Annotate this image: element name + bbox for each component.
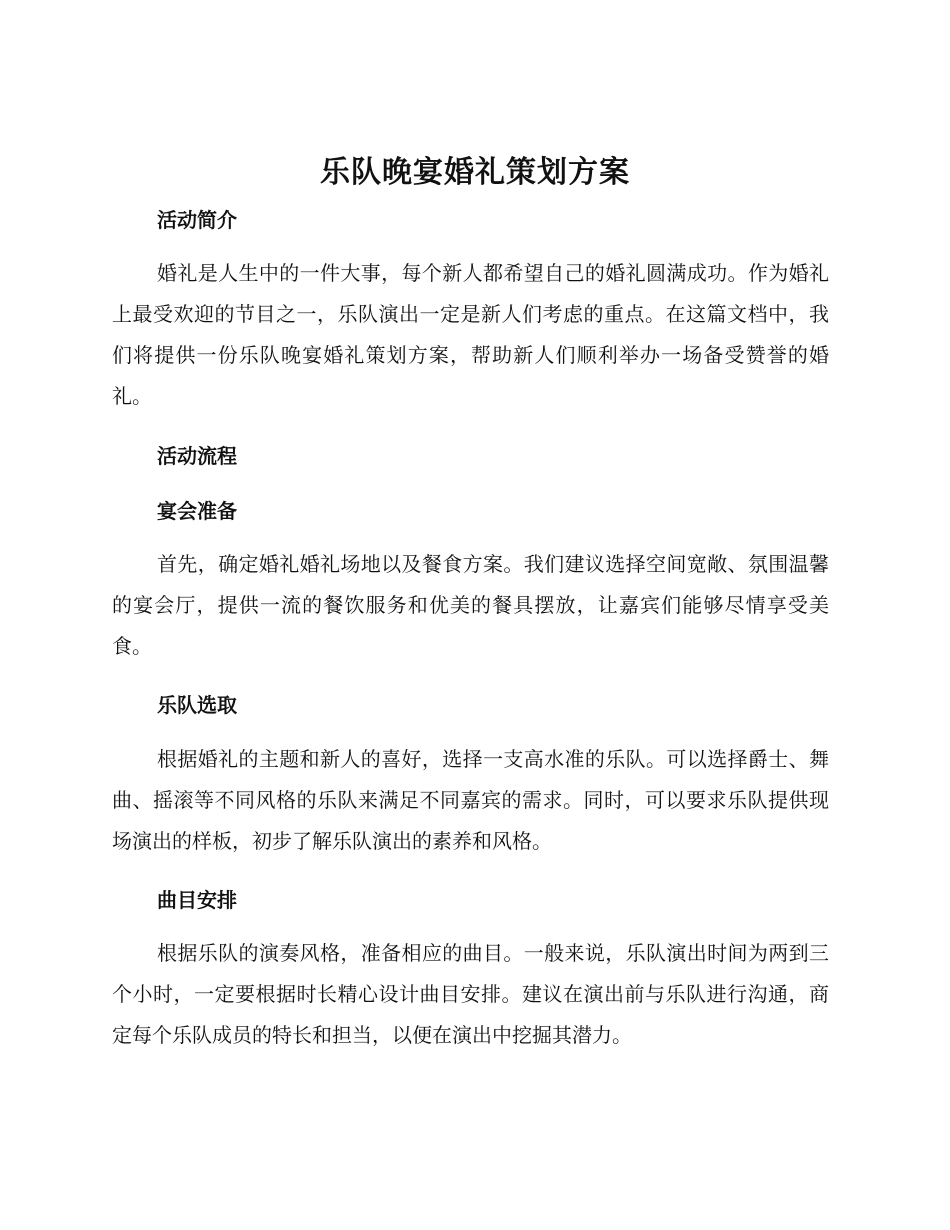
- document-title: 乐队晚宴婚礼策划方案: [320, 155, 630, 190]
- subsection-heading-songs: 曲目安排: [157, 888, 237, 912]
- subsection-heading-band: 乐队选取: [157, 693, 237, 717]
- paragraph-intro: 婚礼是人生中的一件大事，每个新人都希望自己的婚礼圆满成功。作为婚礼上最受欢迎的节目之一，乐队演出一定是新人们考虑的重点。在这篇文档中，我们将提供一份乐队晚宴婚礼策划方案，帮助新人们顺利举办一场备受赞誉的婚礼。: [112, 261, 829, 408]
- paragraph-songs: 根据乐队的演奏风格，准备相应的曲目。一般来说，乐队演出时间为两到三个小时，一定要根据时长精心设计曲目安排。建议在演出前与乐队进行沟通，商定每个乐队成员的特长和担当，以便在演出中挖掘其潜力。: [112, 941, 829, 1047]
- section-heading-process: 活动流程: [157, 444, 237, 468]
- subsection-heading-banquet: 宴会准备: [157, 499, 237, 523]
- paragraph-banquet: 首先，确定婚礼婚礼场地以及餐食方案。我们建议选择空间宽敞、氛围温馨的宴会厅，提供一流的餐饮服务和优美的餐具摆放，让嘉宾们能够尽情享受美食。: [112, 552, 829, 658]
- section-heading-intro: 活动简介: [157, 208, 237, 232]
- paragraph-band: 根据婚礼的主题和新人的喜好，选择一支高水准的乐队。可以选择爵士、舞曲、摇滚等不同风格的乐队来满足不同嘉宾的需求。同时，可以要求乐队提供现场演出的样板，初步了解乐队演出的素养和风格。: [112, 747, 829, 853]
